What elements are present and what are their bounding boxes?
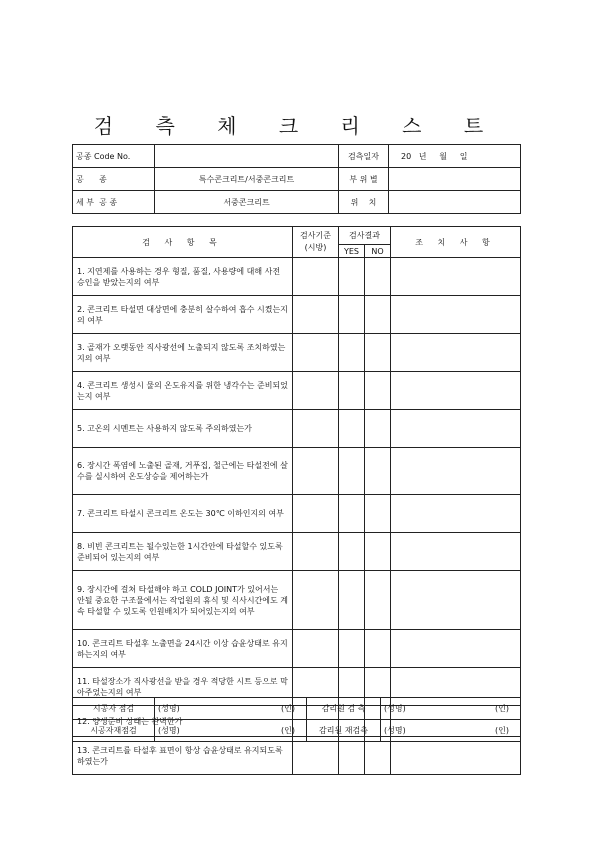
checklist-item-text: 11. 타설장소가 직사광선을 받을 경우 적당한 시트 등으로 막아주었는지의 여부 — [73, 668, 293, 706]
criteria-cell[interactable] — [293, 410, 339, 448]
header-no: NO — [365, 245, 391, 258]
checklist-item-text: 2. 콘크리트 타설면 대상면에 충분히 살수하여 흡수 시켰는지의 여부 — [73, 296, 293, 334]
info-table — [72, 144, 521, 214]
checklist-row — [73, 258, 521, 296]
signature-row-1 — [73, 698, 521, 720]
checklist-row — [73, 737, 521, 775]
no-cell[interactable] — [365, 571, 391, 630]
no-cell[interactable] — [365, 630, 391, 668]
action-cell[interactable] — [391, 737, 521, 775]
no-cell[interactable] — [365, 737, 391, 775]
info-row-detail — [73, 191, 521, 214]
no-cell[interactable] — [365, 410, 391, 448]
header-items: 검 사 항 목 — [73, 227, 293, 258]
detail-value[interactable]: 서중콘크리트 — [155, 191, 339, 214]
checklist-table — [72, 226, 521, 775]
yes-cell[interactable] — [339, 630, 365, 668]
checklist-item-text: 3. 골재가 오랫동안 직사광선에 노출되지 않도록 조치하였는지의 여부 — [73, 334, 293, 372]
header-yes: YES — [339, 245, 365, 258]
supervisor-inspect-name: (성명) — [384, 704, 406, 713]
yes-cell[interactable] — [339, 372, 365, 410]
checklist-header — [73, 227, 521, 245]
location-value[interactable] — [389, 191, 521, 214]
yes-cell[interactable] — [339, 410, 365, 448]
no-cell[interactable] — [365, 448, 391, 495]
page-title: 검 측 체 크 리 스 트 — [93, 114, 502, 138]
yes-cell[interactable] — [339, 495, 365, 533]
action-cell[interactable] — [391, 448, 521, 495]
signature-row-2 — [73, 720, 521, 742]
no-cell[interactable] — [365, 495, 391, 533]
supervisor-inspect-seal: (인) — [495, 704, 509, 713]
action-cell[interactable] — [391, 571, 521, 630]
yes-cell[interactable] — [339, 737, 365, 775]
action-cell[interactable] — [391, 630, 521, 668]
contractor-check-sign[interactable] — [155, 698, 307, 720]
criteria-cell[interactable] — [293, 495, 339, 533]
contractor-recheck-seal: (인) — [281, 726, 295, 735]
criteria-cell[interactable] — [293, 571, 339, 630]
yes-cell[interactable] — [339, 334, 365, 372]
code-value[interactable] — [155, 145, 339, 168]
yes-cell[interactable] — [339, 448, 365, 495]
criteria-cell[interactable] — [293, 630, 339, 668]
header-result: 검사결과 — [339, 227, 391, 245]
contractor-check-seal: (인) — [281, 704, 295, 713]
header-criteria: 검사기준 (시방) — [293, 227, 339, 258]
action-cell[interactable] — [391, 258, 521, 296]
checklist-item-text: 9. 장시간에 걸쳐 타설해야 하고 COLD JOINT가 있어서는 안될 중요한 구조물에서는 작업원의 휴식 및 식사시간에도 계속 타설할 수 있도록 인원배치가 되어있는지의 여부 — [73, 571, 293, 630]
date-label: 검측일자 — [339, 145, 389, 168]
signature-table — [72, 697, 521, 742]
date-value[interactable]: 20 년 월 일 — [389, 145, 521, 168]
action-cell[interactable] — [391, 495, 521, 533]
contractor-check-name: (성명) — [158, 704, 180, 713]
supervisor-reinspect-sign[interactable] — [381, 720, 521, 742]
yes-cell[interactable] — [339, 533, 365, 571]
action-cell[interactable] — [391, 372, 521, 410]
info-row-work — [73, 168, 521, 191]
checklist-row — [73, 334, 521, 372]
action-cell[interactable] — [391, 410, 521, 448]
action-cell[interactable] — [391, 296, 521, 334]
checklist-row — [73, 571, 521, 630]
location-label: 위 치 — [339, 191, 389, 214]
checklist-row — [73, 533, 521, 571]
supervisor-reinspect-seal: (인) — [495, 726, 509, 735]
checklist-row — [73, 296, 521, 334]
contractor-recheck-name: (성명) — [158, 726, 180, 735]
checklist-item-text: 8. 비빈 콘크리트는 될수있는한 1시간안에 타설할수 있도록 준비되어 있는지의 여부 — [73, 533, 293, 571]
part-label: 부 위 별 — [339, 168, 389, 191]
detail-label: 세 부 공 종 — [73, 191, 155, 214]
checklist-item-text: 7. 콘크리트 타설시 콘크리트 온도는 30℃ 이하인지의 여부 — [73, 495, 293, 533]
yes-cell[interactable] — [339, 571, 365, 630]
criteria-cell[interactable] — [293, 737, 339, 775]
checklist-row — [73, 410, 521, 448]
yes-cell[interactable] — [339, 296, 365, 334]
supervisor-inspect-label: 감리원 검 측 — [307, 698, 381, 720]
criteria-cell[interactable] — [293, 258, 339, 296]
part-value[interactable] — [389, 168, 521, 191]
supervisor-reinspect-name: (성명) — [384, 726, 406, 735]
action-cell[interactable] — [391, 533, 521, 571]
criteria-cell[interactable] — [293, 296, 339, 334]
no-cell[interactable] — [365, 258, 391, 296]
code-label: 공종 Code No. — [73, 145, 155, 168]
checklist-row — [73, 630, 521, 668]
action-cell[interactable] — [391, 334, 521, 372]
checklist-item-text: 6. 장시간 폭염에 노출된 골재, 거푸집, 철근에는 타설전에 살수를 실시하여 온도상승을 제어하는가 — [73, 448, 293, 495]
contractor-recheck-label: 시공자재점검 — [73, 720, 155, 742]
checklist-item-text: 13. 콘크리트를 타설후 표면이 항상 습윤상태로 유지되도록 하였는가 — [73, 737, 293, 775]
work-label: 공 종 — [73, 168, 155, 191]
criteria-cell[interactable] — [293, 372, 339, 410]
checklist-item-text: 4. 콘크리트 생성시 물의 온도유지를 위한 냉각수는 준비되었는지 여부 — [73, 372, 293, 410]
no-cell[interactable] — [365, 372, 391, 410]
no-cell[interactable] — [365, 296, 391, 334]
contractor-check-label: 시공자 점검 — [73, 698, 155, 720]
checklist-item-text: 12. 양생준비 상태는 완벽한가 — [73, 706, 293, 737]
criteria-cell[interactable] — [293, 334, 339, 372]
info-row-code — [73, 145, 521, 168]
checklist-row — [73, 372, 521, 410]
no-cell[interactable] — [365, 533, 391, 571]
supervisor-inspect-sign[interactable] — [381, 698, 521, 720]
no-cell[interactable] — [365, 334, 391, 372]
checklist-item-text: 1. 지연제를 사용하는 경우 형질, 품질, 사용량에 대해 사전 승인을 받았는지의 여부 — [73, 258, 293, 296]
supervisor-reinspect-label: 감리원 재검측 — [307, 720, 381, 742]
checklist-item-text: 5. 고온의 시멘트는 사용하지 않도록 주의하였는가 — [73, 410, 293, 448]
yes-cell[interactable] — [339, 258, 365, 296]
criteria-cell[interactable] — [293, 533, 339, 571]
work-value[interactable]: 특수콘크리트/서중콘크리트 — [155, 168, 339, 191]
header-action: 조 치 사 항 — [391, 227, 521, 258]
checklist-item-text: 10. 콘크리트 타설후 노출면을 24시간 이상 습윤상태로 유지하는지의 여부 — [73, 630, 293, 668]
criteria-cell[interactable] — [293, 448, 339, 495]
checklist-row — [73, 495, 521, 533]
checklist-row — [73, 448, 521, 495]
contractor-recheck-sign[interactable] — [155, 720, 307, 742]
